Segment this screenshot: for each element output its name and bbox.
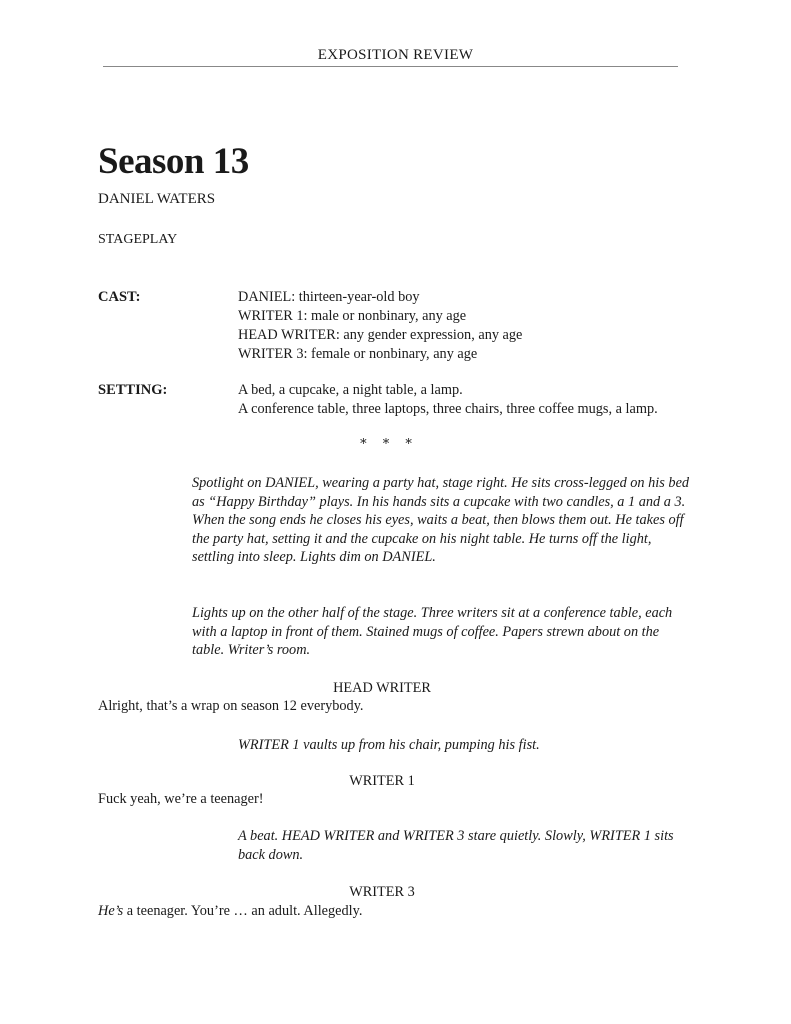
cast-item: WRITER 1: male or nonbinary, any age: [238, 308, 467, 324]
setting-label: SETTING:: [98, 382, 168, 398]
section-divider: * * *: [360, 437, 418, 452]
setting-list: [238, 381, 658, 419]
cast-item: HEAD WRITER: any gender expression, any age: [238, 327, 523, 343]
cast-list: [238, 288, 522, 364]
stage-direction: WRITER 1 vaults up from his chair, pumping his fist.: [238, 737, 540, 753]
setting-item: A conference table, three laptops, three chairs, three coffee mugs, a lamp.: [238, 401, 658, 417]
play-title: Season 13: [98, 141, 249, 182]
header-rule: [103, 66, 678, 67]
character-cue: WRITER 3: [349, 884, 415, 900]
dialogue-line: [98, 903, 362, 920]
dialogue-line: Fuck yeah, we’re a teenager!: [98, 791, 264, 807]
setting-item: A bed, a cupcake, a night table, a lamp.: [238, 382, 463, 398]
stage-direction: Spotlight on DANIEL, wearing a party hat, stage right. He sits cross-legged on his bed as “Happy Birthday” plays. In his hands sits a cupcake with two candles, a 1 and a 3. When the song ends he closes his eyes, waits a beat, then blows them out. He takes off the party hat, setting it and the cupcake on his night table. He turns off the light, settling into sleep. Lights dim on DANIEL.: [192, 475, 690, 566]
character-cue: HEAD WRITER: [333, 680, 431, 696]
character-cue: WRITER 1: [349, 773, 415, 789]
dialogue-line: Alright, that’s a wrap on season 12 everybody.: [98, 698, 364, 714]
stage-direction: A beat. HEAD WRITER and WRITER 3 stare quietly. Slowly, WRITER 1 sits back down.: [238, 828, 674, 863]
dialogue-text: a teenager. You’re … an adult. Allegedly.: [123, 903, 363, 919]
journal-header: EXPOSITION REVIEW: [317, 47, 474, 63]
cast-label: CAST:: [98, 289, 141, 305]
cast-item: DANIEL: thirteen-year-old boy: [238, 289, 420, 305]
form-label: STAGEPLAY: [98, 232, 178, 247]
emphasized-word: He’s: [98, 903, 124, 919]
author-name: DANIEL WATERS: [98, 191, 216, 207]
cast-item: WRITER 3: female or nonbinary, any age: [238, 346, 478, 362]
stage-direction: Lights up on the other half of the stage. Three writers sit at a conference table, each with a laptop in front of them. Stained mugs of coffee. Papers strewn about on the table. Writer’s room.: [192, 605, 673, 659]
